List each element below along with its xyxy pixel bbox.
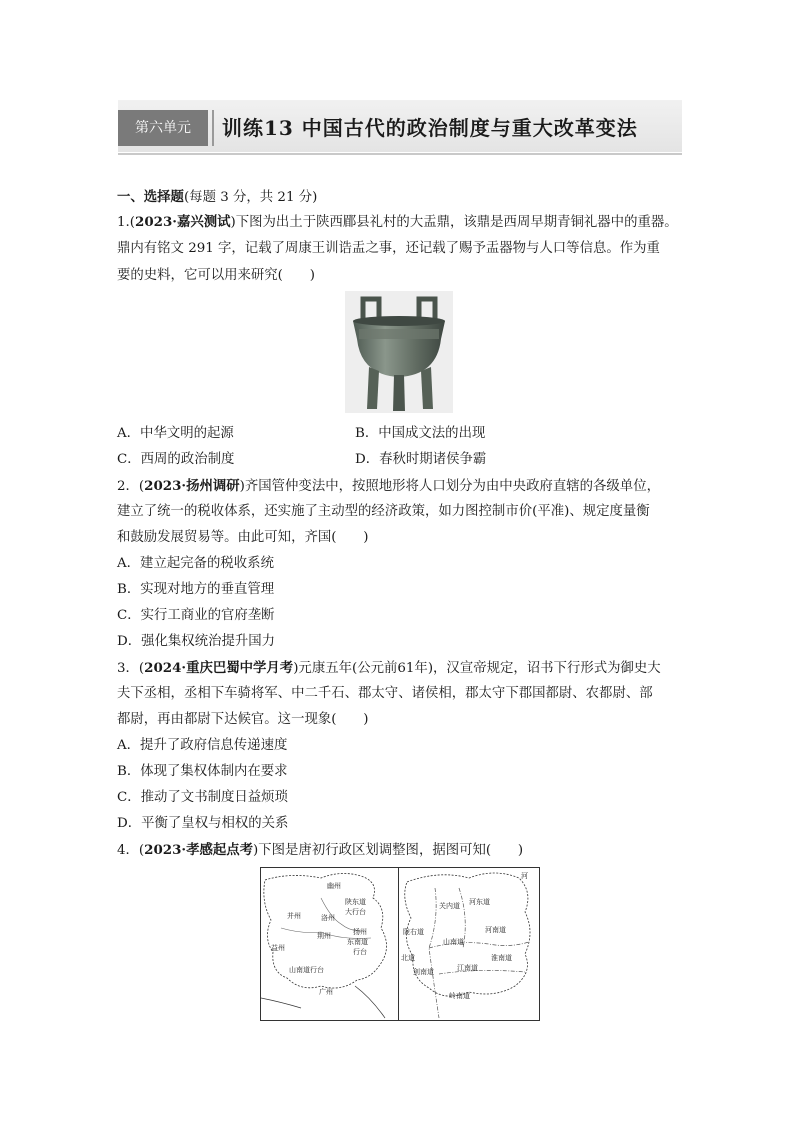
- map2-label: 岭南道: [449, 992, 470, 1000]
- q3-option-d: D．平衡了皇权与相权的关系: [117, 816, 289, 831]
- map1-label: 广州: [319, 988, 333, 996]
- bronze-ding-image: [345, 291, 453, 413]
- q1-line-2: 鼎内有铭文 291 字，记载了周康王训诰盂之事，还记载了赐予盂器物与人口等信息。作为重: [117, 241, 660, 256]
- q1-line-3: 要的史料，它可以用来研究( ): [117, 268, 315, 283]
- map1-label: 陕东道: [345, 898, 366, 906]
- map1-label: 幽州: [327, 882, 341, 890]
- map2-label: 河东道: [469, 898, 490, 906]
- unit-separator: [212, 110, 214, 146]
- tang-map-after: [398, 867, 540, 1021]
- q1-number: 1.(: [117, 215, 136, 230]
- q3-line-3: 都尉，再由都尉下达候官。这一现象( ): [117, 712, 369, 727]
- q4-line-1: [117, 841, 523, 860]
- q2-line-3: 和鼓励发展贸易等。由此可知，齐国( ): [117, 530, 369, 545]
- q2-line-1: [117, 477, 660, 496]
- q3-number: 3．(: [117, 661, 145, 676]
- q4-source: 2023·孝感起点考: [144, 842, 254, 858]
- q3-text-1: )元康五年(公元前61年)，汉宣帝规定，诏书下行形式为御史大: [293, 661, 661, 676]
- map2-label: 淮南道: [491, 954, 512, 962]
- map2-label: 河南道: [485, 926, 506, 934]
- q3-option-a: A．提升了政府信息传递速度: [117, 738, 288, 753]
- map2-label: 河: [521, 872, 528, 880]
- q3-line-2: 夫下丞相，丞相下车骑将军、中二千石、郡太守、诸侯相，郡太守下郡国都尉、农都尉、部: [117, 686, 653, 701]
- map1-label: 并州: [287, 912, 301, 920]
- q2-text-1: )齐国管仲变法中，按照地形将人口划分为由中央政府直辖的各级单位，: [239, 479, 660, 494]
- map2-label: 北道: [401, 954, 415, 962]
- q1-option-b: B．中国成文法的出现: [355, 426, 486, 441]
- q1-source: 2023·嘉兴测试: [135, 214, 231, 230]
- q2-option-b: B．实现对地方的垂直管理: [117, 582, 275, 597]
- section-note: (每题 3 分，共 21 分): [183, 190, 318, 205]
- q4-number: 4．(: [117, 843, 145, 858]
- map2-label: 剑南道: [413, 968, 434, 976]
- q3-line-1: [117, 659, 661, 678]
- q1-option-d: D．春秋时期诸侯争霸: [355, 452, 487, 467]
- q3-option-c: C．推动了文书制度日益烦琐: [117, 790, 288, 805]
- q1-line-1: [117, 213, 678, 232]
- page-title: 训练13 中国古代的政治制度与重大改革变法: [222, 116, 638, 140]
- map1-label: 洛州: [321, 914, 335, 922]
- q3-option-b: B．体现了集权体制内在要求: [117, 764, 288, 779]
- q1-option-a: A．中华文明的起源: [117, 426, 234, 441]
- map1-label: 山南道行台: [289, 966, 324, 974]
- map2-label: 陇右道: [403, 928, 424, 936]
- map2-label: 山南道: [443, 938, 464, 946]
- q2-option-a: A．建立起完备的税收系统: [117, 556, 274, 571]
- map2-label: 江南道: [457, 964, 478, 972]
- section-heading: [117, 188, 317, 207]
- q2-option-c: C．实行工商业的官府垄断: [117, 608, 275, 623]
- map2-label: 关内道: [439, 902, 460, 910]
- q2-number: 2．(: [117, 479, 145, 494]
- map1-label: 大行台: [345, 908, 366, 916]
- q1-option-c: C．西周的政治制度: [117, 452, 235, 467]
- map1-label: 益州: [271, 944, 285, 952]
- q2-line-2: 建立了统一的税收体系，还实施了主动型的经济政策，如力图控制市价(平准)、规定度量衡: [117, 504, 650, 519]
- q2-source: 2023·扬州调研: [144, 478, 240, 494]
- map1-label: 荆州: [317, 932, 331, 940]
- q3-source: 2024·重庆巴蜀中学月考: [144, 660, 294, 676]
- map1-label: 东南道: [347, 938, 368, 946]
- section-title: 一、选择题: [117, 189, 184, 205]
- unit-label: 第六单元: [118, 110, 208, 146]
- map1-label: 扬州: [353, 928, 367, 936]
- q4-text-1: )下图是唐初行政区划调整图，据图可知( ): [253, 843, 524, 858]
- tang-map-before: [260, 867, 402, 1021]
- q2-option-d: D．强化集权统治提升国力: [117, 634, 276, 649]
- q1-text-1: )下图为出土于陕西郿县礼村的大盂鼎，该鼎是西周早期青铜礼器中的重器。: [230, 215, 678, 230]
- map1-label: 行台: [353, 948, 367, 956]
